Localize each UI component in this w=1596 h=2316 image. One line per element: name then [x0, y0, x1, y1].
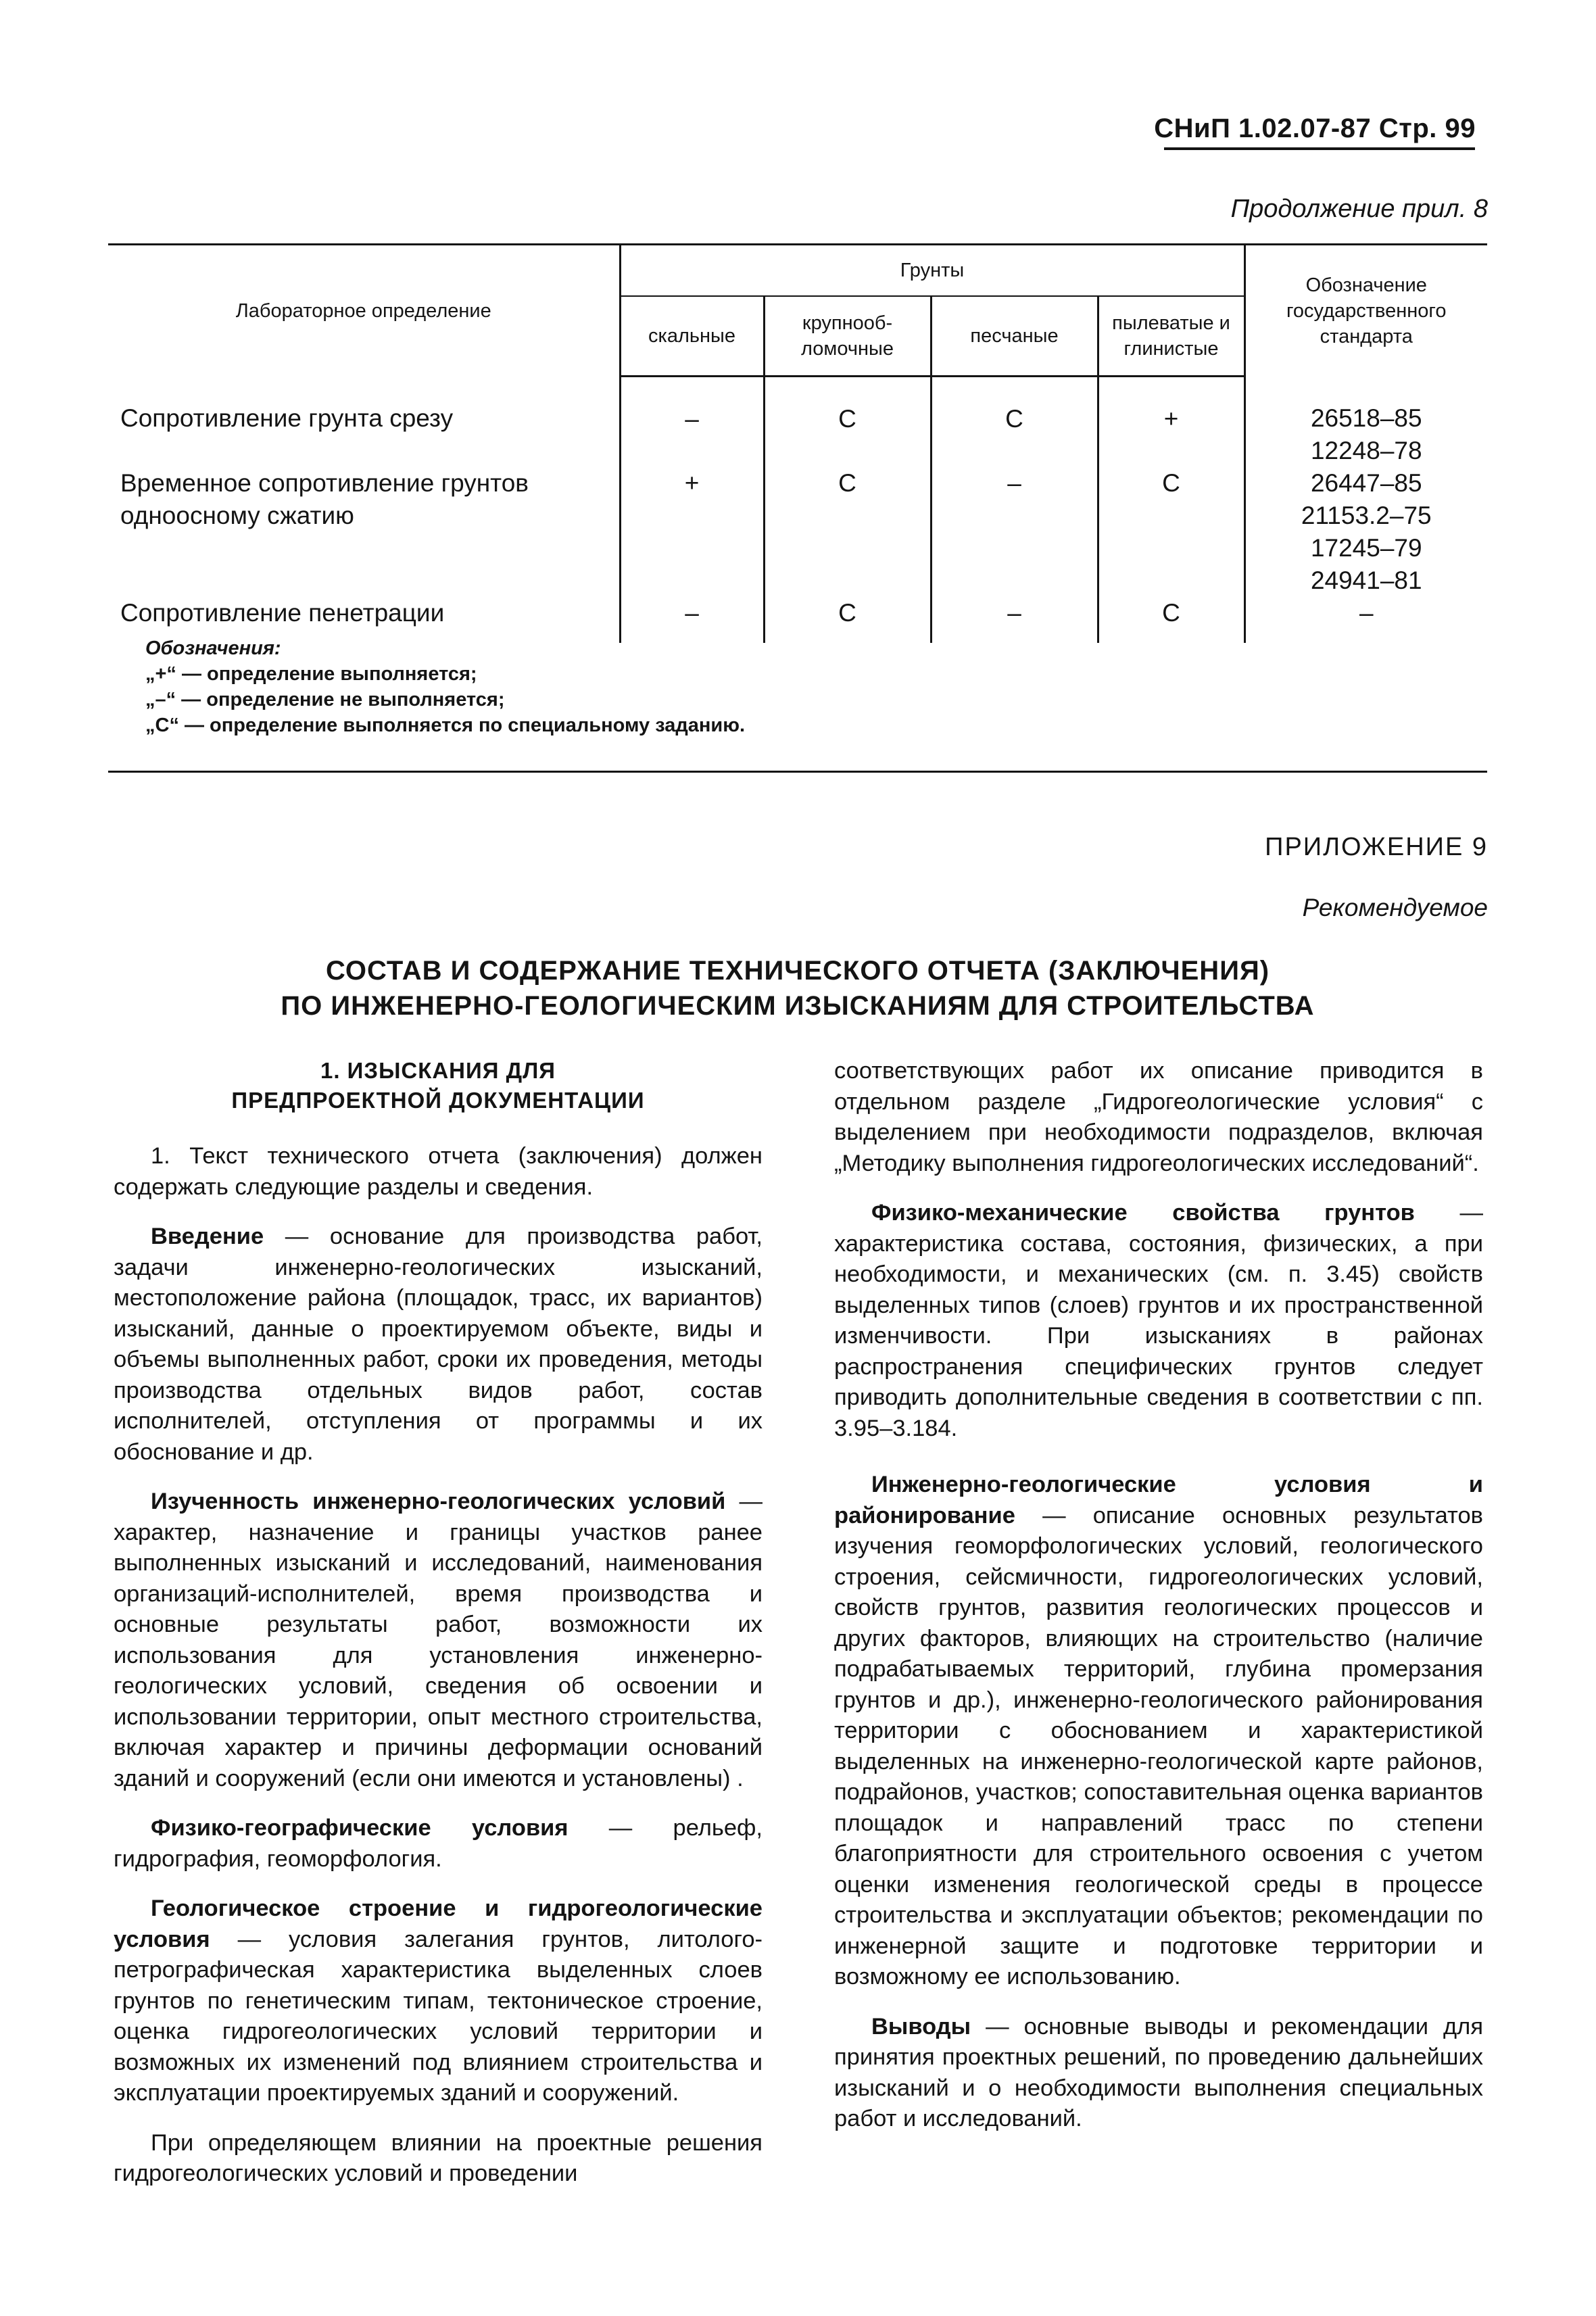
soil-type-header: песчаные — [931, 296, 1098, 377]
paragraph: При определяющем влиянии на проектные решения гидрогеологических условий и проведении — [114, 2129, 763, 2186]
continuation-label: Продолжение прил. 8 — [1230, 195, 1488, 223]
paragraph: соответствующих работ их описание приводится в отдельном разделе „Гидрогеологические условия“ с выделением при необходимости подразделов, включая „Методику выполнения гидрогеологических исследований“. — [834, 1058, 1483, 1176]
row-label: Сопротивление грунта срезу — [120, 404, 454, 432]
appendix-status: Рекомендуемое — [1302, 894, 1488, 921]
left-column — [114, 1056, 763, 2190]
standard-cell — [1244, 467, 1487, 597]
standard-code: 26447–85 — [1310, 468, 1422, 497]
col-soils-header: Грунты — [620, 245, 1244, 297]
cell-value: + — [620, 467, 764, 597]
standard-code: – — [1244, 597, 1487, 643]
cell-value: С — [764, 377, 931, 467]
table-legend — [145, 635, 745, 738]
legend-title: Обозначения: — [145, 637, 281, 659]
cell-value: – — [620, 597, 764, 643]
standard-cell — [1244, 377, 1487, 467]
standard-code: 17245–79 — [1310, 533, 1422, 562]
paragraph: Геологическое строение и гидрогеологические условия — условия залегания грунтов, литолого-петрографическая характеристика выделенных слоев грунтов по генетическим типам, тектоническое строение, оценка гидрогеологических условий территории и возможных их изменений под влиянием строительства и эксплуатации проектируемых зданий и сооружений. — [114, 1896, 763, 2106]
paragraph: Физико-механические свойства грунтов — характеристика состава, состояния, физических, а при необходимости, и механических (см. п. 3.45) свойств выделенных типов (слоев) грунтов и их пространственной изменчивости. При изысканиях в районах распространения специфических грунтов следует приводить дополнительные сведения в соответствии с пп. 3.95–3.184. — [834, 1200, 1483, 1441]
cell-value: – — [931, 597, 1098, 643]
col-lab-header: Лабораторное определение — [108, 245, 620, 377]
document-title: СОСТАВ И СОДЕРЖАНИЕ ТЕХНИЧЕСКОГО ОТЧЕТА (ЗАКЛЮЧЕНИЯ) — [325, 956, 1270, 986]
cell-value: С — [764, 467, 931, 597]
paragraph-lead: Выводы — [871, 2013, 971, 2040]
cell-value: С — [1098, 467, 1244, 597]
cell-value: + — [1098, 377, 1244, 467]
standard-code: 26518–85 — [1310, 404, 1422, 432]
paragraph-lead: Инженерно-геологические условия и районирование — [834, 1472, 1483, 1528]
section-divider — [108, 771, 1487, 773]
paragraph: 1. Текст технического отчета (заключения) должен содержать следующие разделы и сведения. — [114, 1143, 763, 1200]
legend-item: „+“ — определение выполняется; — [145, 663, 477, 685]
standard-code: 24941–81 — [1310, 566, 1422, 594]
cell-value: – — [620, 377, 764, 467]
paragraph: Инженерно-геологические условия и районирование — описание основных результатов изучения геоморфологических условий, геологического строения, сейсмичности, гидрогеологических условий, свойств грунтов, развития геологических процессов и других факторов, влияющих на строительство (наличие подрабатываемых территорий, глубина промерзания грунтов и др.), инженерно-геологического районирования территории с обоснованием и характеристикой выделенных на инженерно-геологической карте районов, подрайонов, участков; сопоставительная оценка вариантов площадок и направлений трасс по степени благоприятности для строительного освоения с учетом оценки изменения геологической среды в процессе строительства и эксплуатации объектов; рекомендации по инженерной защите и подготовке территории и возможному ее использованию. — [834, 1472, 1483, 1989]
legend-item: „–“ — определение не выполняется; — [145, 689, 505, 710]
paragraph: Выводы — основные выводы и рекомендации для принятия проектных решений, по проведению дальнейших изысканий и о необходимости выполнения специальных работ и исследований. — [834, 2013, 1483, 2131]
paragraph-lead: Физико-географические условия — [151, 1815, 569, 1841]
table-row — [108, 467, 1487, 597]
cell-value: С — [764, 597, 931, 643]
soil-type-header: пылеватые и глинистые — [1098, 296, 1244, 377]
legend-item: „С“ — определение выполняется по специальному заданию. — [145, 715, 746, 736]
cell-value: С — [931, 377, 1098, 467]
paragraph: Физико-географические условия — рельеф, гидрография, геоморфология. — [114, 1815, 763, 1872]
table-row — [108, 377, 1487, 467]
soil-type-header: крупнооб-ломочные — [764, 296, 931, 377]
paragraph-lead: Геологическое строение и гидрогеологические условия — [114, 1896, 763, 1952]
row-label: Сопротивление пенетрации — [120, 598, 445, 627]
col-standard-header: Обозначение государственного стандарта — [1244, 245, 1487, 377]
page-header: СНиП 1.02.07-87 Стр. 99 — [1154, 114, 1476, 143]
cell-value: С — [1098, 597, 1244, 643]
row-label: Временное сопротивление грунтов одноосному сжатию — [120, 468, 529, 529]
lab-table — [108, 243, 1487, 643]
paragraph-lead: Введение — [151, 1224, 264, 1249]
paragraph: Изученность инженерно-геологических условий — характер, назначение и границы участков ранее выполненных изысканий и исследований, наименования организаций-исполнителей, время производства и основные результаты работ, возможности их использования для установления инженерно-геологических условий, сведения об освоении и использовании территории, опыт местного строительства, включая характер и причины деформации оснований зданий и сооружений (если они имеются и установлены) . — [114, 1489, 763, 1791]
soil-type-header: скальные — [620, 296, 764, 377]
standard-code: 12248–78 — [1310, 436, 1422, 464]
header-rule — [1164, 147, 1475, 150]
appendix-label: ПРИЛОЖЕНИЕ 9 — [1265, 833, 1488, 861]
paragraph-lead: Физико-механические свойства грунтов — [871, 1200, 1415, 1226]
paragraph: Введение — основание для производства работ, задачи инженерно-геологических изысканий, местоположение района (площадок, трасс, их вариантов) изысканий, данные о проектируемом объекте, виды и объемы выполненных работ, сроки их проведения, методы производства отдельных видов работ, состав исполнителей, отступления от программы и их обоснование и др. — [114, 1224, 763, 1465]
right-column — [834, 1056, 1483, 2135]
section-heading: 1. ИЗЫСКАНИЯ ДЛЯ ПРЕДПРОЕКТНОЙ ДОКУМЕНТАЦИИ — [231, 1058, 645, 1113]
standard-code: 21153.2–75 — [1301, 501, 1432, 529]
paragraph-lead: Изученность инженерно-геологических условий — [151, 1489, 726, 1514]
cell-value: – — [931, 467, 1098, 597]
document-title: ПО ИНЖЕНЕРНО-ГЕОЛОГИЧЕСКИМ ИЗЫСКАНИЯМ ДЛЯ СТРОИТЕЛЬСТВА — [281, 991, 1315, 1021]
